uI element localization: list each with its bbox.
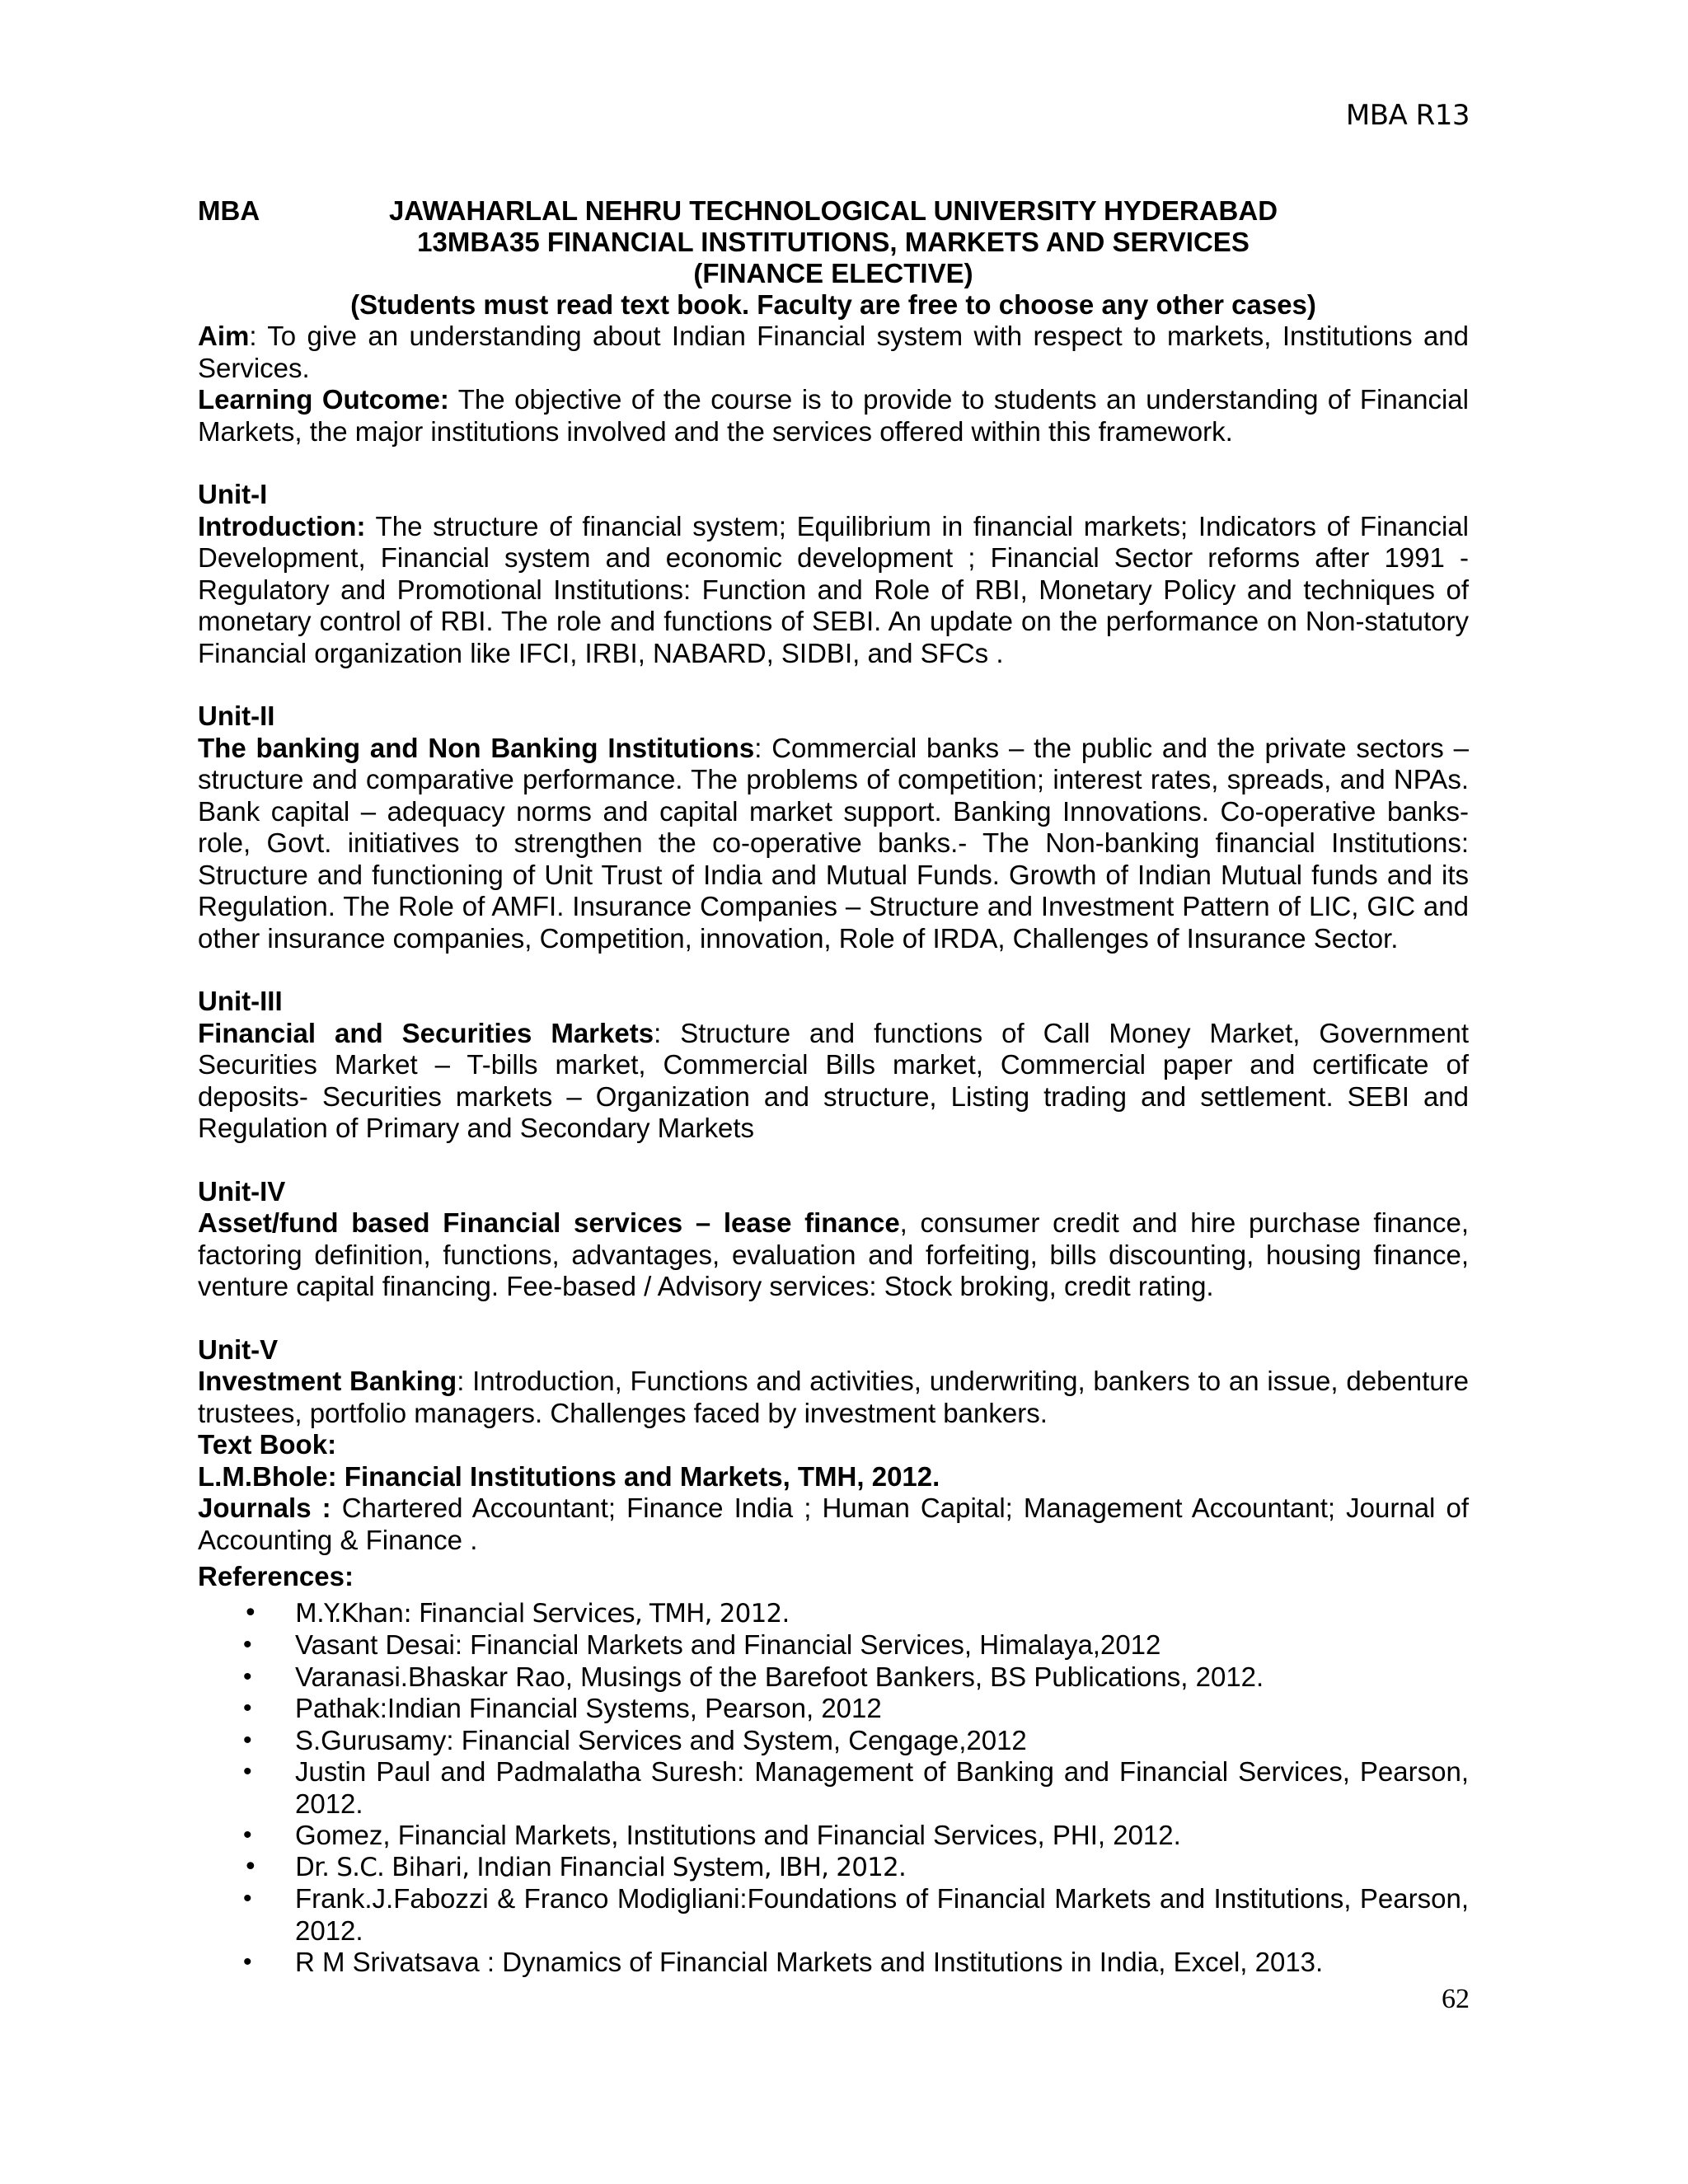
unit-3-text: : Structure and functions of Call Money Market, Government Securities Market – T-bills market, Commercial Bills market, Commercial paper and certificate of deposits- Securities markets – Organization and structure, Listing trading and settlement. SEBI and Regulation of Primary and Secondary Markets bbox=[198, 1017, 1469, 1143]
elective-label: (FINANCE ELECTIVE) bbox=[693, 258, 973, 288]
unit-2-lead: The banking and Non Banking Institutions bbox=[198, 732, 755, 763]
reference-item: • Vasant Desai: Financial Markets and Financial Services, Himalaya,2012 bbox=[198, 1629, 1469, 1661]
reference-item: • Dr. S.C. Bihari, Indian Financial System, IBH, 2012. bbox=[198, 1852, 1469, 1884]
unit-1-paragraph bbox=[198, 511, 1469, 670]
outcome-label: Learning Outcome: bbox=[198, 384, 449, 415]
reference-item: • Pathak:Indian Financial Systems, Pearson, 2012 bbox=[198, 1693, 1469, 1725]
journals-label: Journals : bbox=[198, 1493, 331, 1523]
unit-3-paragraph bbox=[198, 1018, 1469, 1145]
unit-2-paragraph bbox=[198, 733, 1469, 955]
instruction-note: (Students must read text book. Faculty are free to choose any other cases) bbox=[350, 289, 1316, 320]
outcome-paragraph bbox=[198, 384, 1469, 448]
reference-item: • Frank.J.Fabozzi & Franco Modigliani:Foundations of Financial Markets and Institutions, Pearson, 2012. bbox=[198, 1883, 1469, 1947]
journals-text: Chartered Accountant; Finance India ; Human Capital; Management Accountant; Journal of Accounting & Finance . bbox=[198, 1493, 1469, 1555]
reference-item: • M.Y.Khan: Financial Services, TMH, 2012. bbox=[198, 1598, 1469, 1630]
unit-3-lead: Financial and Securities Markets bbox=[198, 1017, 654, 1048]
course-title: 13MBA35 FINANCIAL INSTITUTIONS, MARKETS AND SERVICES bbox=[417, 227, 1250, 257]
reference-item: • R M Srivatsava : Dynamics of Financial Markets and Institutions in India, Excel, 2013. bbox=[198, 1947, 1469, 1979]
reference-item: • Varanasi.Bhaskar Rao, Musings of the Barefoot Bankers, BS Publications, 2012. bbox=[198, 1661, 1469, 1694]
unit-2-text: : Commercial banks – the public and the private sectors – structure and comparative performance. The problems of competition; interest rates, spreads, and NPAs. Bank capital – adequacy norms and capital market support. Banking Innovations. Co-operative banks-role, Govt. initiatives to strengthen the co-operative banks.- The Non-banking financial Institutions: Structure and functioning of Unit Trust of India and Mutual Funds. Growth of Indian Mutual funds and its Regulation. The Role of AMFI. Insurance Companies – Structure and Investment Pattern of LIC, GIC and other insurance companies, Competition, innovation, Role of IRDA, Challenges of Insurance Sector. bbox=[198, 732, 1469, 954]
unit-5-heading: Unit-V bbox=[198, 1333, 279, 1365]
unit-1-lead: Introduction: bbox=[198, 510, 366, 541]
journals-paragraph bbox=[198, 1493, 1469, 1556]
unit-5-lead: Investment Banking bbox=[198, 1366, 457, 1396]
outcome-text: The objective of the course is to provide to students an understanding of Financial Markets, the major institutions involved and the services offered within this framework. bbox=[198, 384, 1469, 447]
reference-item: • S.Gurusamy: Financial Services and System, Cengage,2012 bbox=[198, 1725, 1469, 1757]
unit-4-paragraph bbox=[198, 1207, 1469, 1303]
header-code: MBA R13 bbox=[1345, 99, 1470, 132]
unit-5-paragraph bbox=[198, 1366, 1469, 1429]
textbook-entry: L.M.Bhole: Financial Institutions and Markets, TMH, 2012. bbox=[198, 1460, 940, 1492]
textbook-heading: Text Book: bbox=[198, 1429, 337, 1460]
reference-item: • Gomez, Financial Markets, Institutions and Financial Services, PHI, 2012. bbox=[198, 1820, 1469, 1852]
unit-3-heading: Unit-III bbox=[198, 986, 283, 1016]
page-number: 62 bbox=[1442, 1984, 1470, 2014]
unit-2-heading: Unit-II bbox=[198, 701, 275, 731]
unit-4-heading: Unit-IV bbox=[198, 1175, 286, 1207]
unit-4-text: , consumer credit and hire purchase finance, factoring definition, functions, advantages, evaluation and forfeiting, bills discounting, housing finance, venture capital financing. Fee-based / Advisory services: Stock broking, credit rating. bbox=[198, 1207, 1469, 1301]
unit-4-lead: Asset/fund based Financial services – lease finance bbox=[198, 1207, 900, 1238]
university-name: JAWAHARLAL NEHRU TECHNOLOGICAL UNIVERSITY HYDERABAD bbox=[388, 195, 1278, 226]
document-body bbox=[198, 321, 1469, 1979]
unit-5-text: : Introduction, Functions and activities, underwriting, bankers to an issue, debenture trustees, portfolio managers. Challenges faced by investment bankers. bbox=[198, 1366, 1469, 1428]
aim-paragraph bbox=[198, 321, 1469, 384]
aim-text: : To give an understanding about Indian Financial system with respect to markets, Institutions and Services. bbox=[198, 321, 1469, 383]
reference-item: • Justin Paul and Padmalatha Suresh: Management of Banking and Financial Services, Pearson, 2012. bbox=[198, 1756, 1469, 1820]
references-list bbox=[198, 1598, 1469, 1979]
title-mba-label: MBA bbox=[198, 195, 260, 226]
unit-1-text: The structure of financial system; Equilibrium in financial markets; Indicators of Financial Development, Financial system and economic development ; Financial Sector reforms after 1991 - Regulatory and Promotional Institutions: Function and Role of RBI, Monetary Policy and techniques of monetary control of RBI. The role and functions of SEBI. An update on the performance on Non-statutory Financial organization like IFCI, IRBI, NABARD, SIDBI, and SFCs . bbox=[198, 510, 1469, 668]
references-heading: References: bbox=[198, 1561, 354, 1591]
title-block bbox=[198, 195, 1469, 321]
aim-label: Aim bbox=[198, 321, 250, 351]
unit-1-heading: Unit-I bbox=[198, 479, 268, 509]
